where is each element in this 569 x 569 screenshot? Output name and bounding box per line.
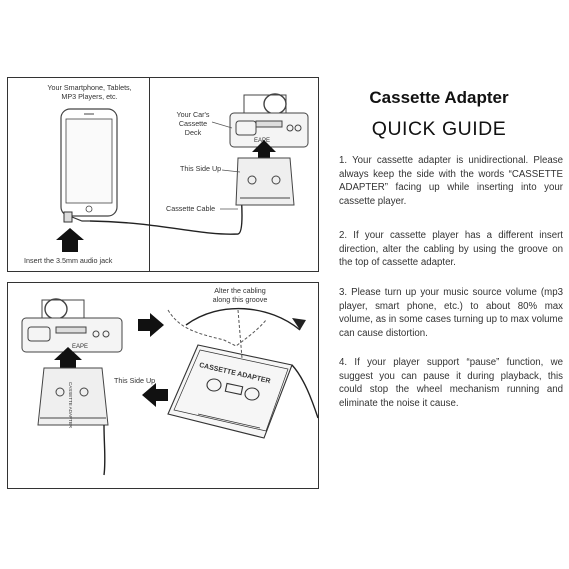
cable-label: Cassette Cable bbox=[166, 204, 216, 213]
guide-subtitle: QUICK GUIDE bbox=[371, 118, 507, 140]
cassette-adapter-text: CASSETTE ADAPTER bbox=[198, 362, 271, 386]
instruction-3: 3. Please turn up your music source volume (mp3 player, smart phone, etc.) to about 80% max volume, as in some cases turning up to max volume can cause distortion. bbox=[339, 287, 563, 339]
instruction-2: 2. If your cassette player has a different insert direction, alter the cabling by using the groove on the top of cassette adapter. bbox=[339, 230, 563, 268]
guide-title: Cassette Adapter bbox=[369, 88, 509, 107]
curved-arrow-head bbox=[292, 318, 306, 330]
deck-brand-bottom: EAPE bbox=[72, 344, 89, 350]
device-label-line2: MP3 Players, etc. bbox=[61, 92, 118, 101]
cassette-adapter-large bbox=[168, 345, 292, 438]
bottom-right-cable bbox=[292, 365, 318, 418]
device-label-line1: Your Smartphone, Tablets, bbox=[47, 83, 132, 92]
jack-label: Insert the 3.5mm audio jack bbox=[24, 256, 113, 265]
right-arrow bbox=[138, 313, 164, 337]
left-arrow bbox=[142, 383, 168, 407]
deck-brand-top: EAPE bbox=[254, 138, 271, 144]
side-up-label-bottom: This Side Up bbox=[114, 376, 156, 385]
groove-line bbox=[238, 310, 242, 358]
bottom-left-cable bbox=[104, 425, 105, 475]
deck-label-line1: Your Car's bbox=[176, 110, 210, 119]
cabling-groove-path bbox=[168, 310, 266, 346]
cabling-label-line1: Alter the cabling bbox=[214, 286, 266, 295]
instruction-4: 4. If your player support “pause” function, we suggest you can pause it during playback, this could stop the wheel mechanism running and eliminate the noise it cause. bbox=[339, 357, 563, 409]
deck-label-line3: Deck bbox=[184, 128, 202, 137]
cassette-adapter-vertical-text: CASSETTE ADAPTER bbox=[68, 382, 73, 429]
deck-label-line2: Cassette bbox=[178, 119, 208, 128]
side-up-label-top: This Side Up bbox=[180, 164, 222, 173]
curved-cable-arrow bbox=[186, 309, 300, 330]
instruction-1: 1. Your cassette adapter is unidirectional. Please always keep the side with the words “CASSETTE ADAPTER” facing up while inserting into your cassette player. bbox=[339, 155, 563, 207]
cabling-label-line2: along this groove bbox=[212, 295, 268, 304]
